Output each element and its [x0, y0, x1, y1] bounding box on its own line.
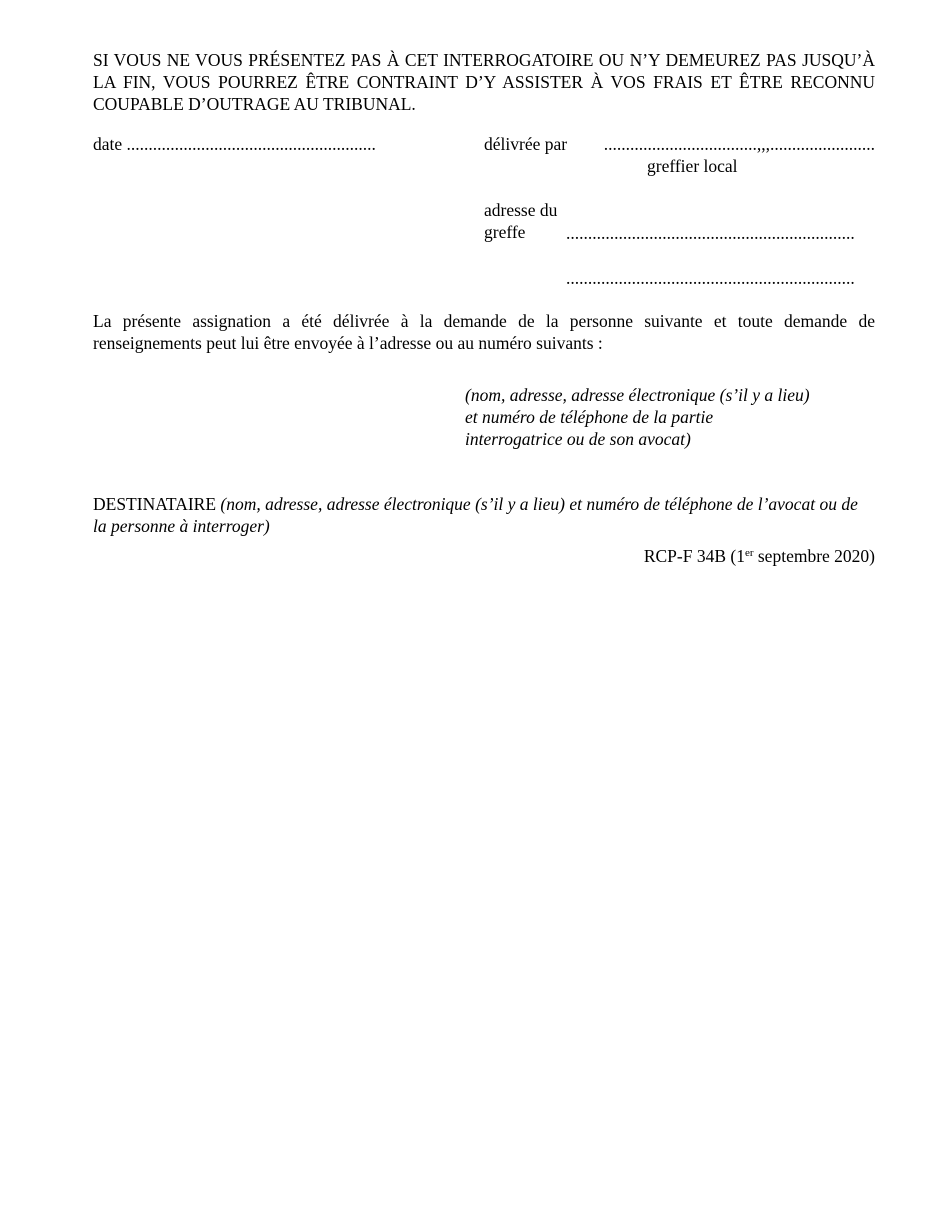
court-address-label-line1: adresse du: [484, 200, 558, 220]
recipient-label: DESTINATAIRE: [93, 494, 217, 514]
recipient-note: (nom, adresse, adresse électronique (s’il y a lieu) et numéro de téléphone de l’avocat ou de la personne à interroger): [93, 494, 858, 536]
issued-by-field: [484, 133, 875, 155]
warning-text: SI VOUS NE VOUS PRÉSENTEZ PAS À CET INTERROGATOIRE OU N’Y DEMEUREZ PAS JUSQU’À LA FIN, VOUS POURREZ ÊTRE CONTRAINT D’Y ASSISTER À VOS FRAIS ET ÊTRE RECONNU COUPABLE D’OUTRAGE AU TRIBUNAL.: [93, 50, 875, 114]
issued-by-blank: ...................................,,,........................: [603, 134, 875, 154]
date-blank: .........................................................: [126, 134, 376, 154]
request-text: La présente assignation a été délivrée à la demande de la personne suivante et toute demande de renseignements peut lui être envoyée à l’adresse ou au numéro suivants :: [93, 311, 875, 353]
form-code: RCP-F 34B (1: [643, 546, 745, 566]
date-label: date: [93, 134, 123, 154]
form-reference: [644, 545, 875, 567]
recipient-block: [93, 493, 875, 537]
court-address-label-line2: greffe: [484, 222, 526, 242]
court-address-label: [484, 199, 564, 243]
form-date-rest: septembre 2020): [753, 546, 875, 566]
form-date-superscript: er: [744, 547, 754, 559]
issued-by-role: greffier local: [647, 156, 738, 176]
date-field: [93, 133, 376, 155]
court-address-blank-1: ..................................................................: [566, 223, 855, 243]
issued-by-label: délivrée par: [484, 134, 568, 154]
court-address-blank-2: ..................................................................: [566, 268, 855, 288]
requester-note: (nom, adresse, adresse électronique (s’il y a lieu) et numéro de téléphone de la partie interrogatrice ou de son avocat): [465, 385, 810, 449]
